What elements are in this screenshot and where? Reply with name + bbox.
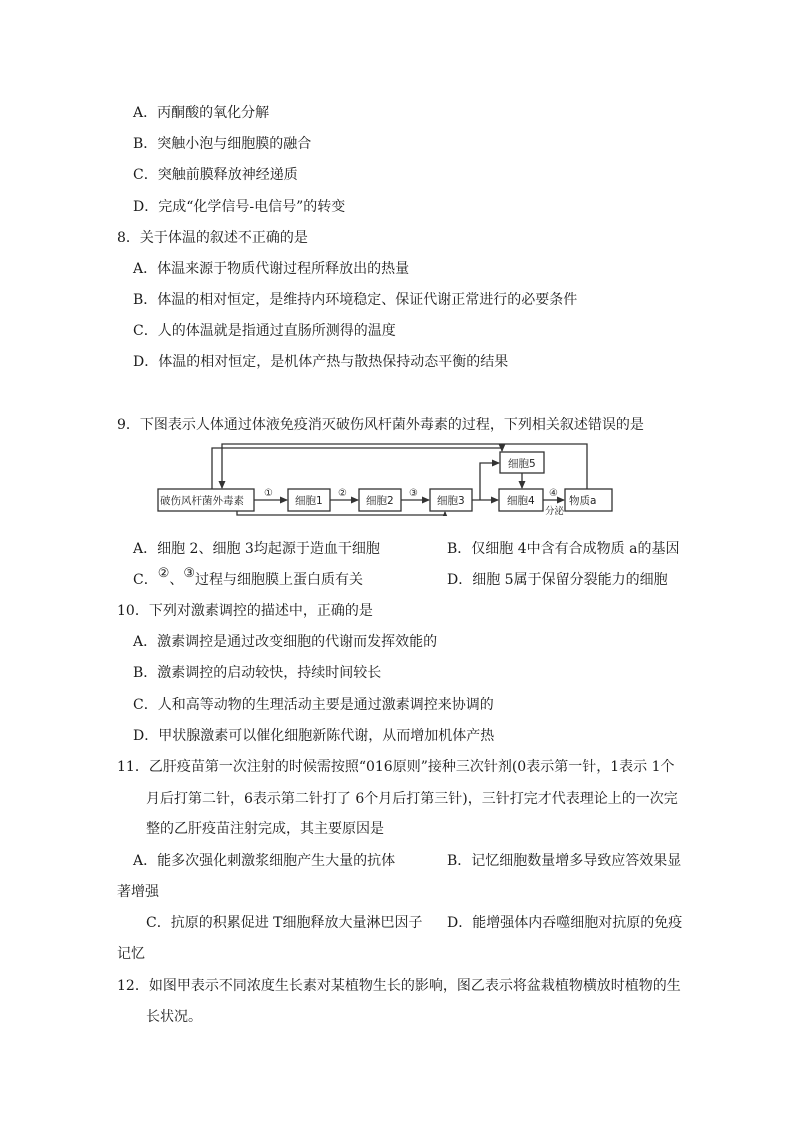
q8-option-a: A．体温来源于物质代谢过程所释放出的热量	[133, 261, 410, 277]
q11-stem-line2: 月后打第二针，6表示第二针打了 6个月后打第三针)，三针打完才代表理论上的一次完	[146, 791, 678, 807]
q11-option-b-cont: 著增强	[117, 884, 159, 900]
q9-option-c-sep: 、	[169, 572, 184, 588]
q9-option-b: B．仅细胞 4中含有合成物质 a的基因	[447, 541, 680, 557]
q8-stem: 8．关于体温的叙述不正确的是	[117, 230, 308, 246]
q8-option-d: D．体温的相对恒定，是机体产热与散热保持动态平衡的结果	[133, 354, 509, 370]
q11-option-d-cont: 记忆	[117, 946, 145, 962]
cell1-label: 细胞1	[295, 495, 323, 507]
cell3-label: 细胞3	[437, 495, 465, 507]
cell4-label: 细胞4	[507, 495, 535, 507]
q7-option-b: B．突触小泡与细胞膜的融合	[133, 136, 312, 152]
q12-stem-line2: 长状况。	[146, 1009, 202, 1025]
q8-option-c: C．人的体温就是指通过直肠所测得的温度	[133, 323, 396, 339]
toxin-label: 破伤风杆菌外毒素	[160, 495, 244, 507]
q10-option-c: C．人和高等动物的生理活动主要是通过激素调控来协调的	[133, 697, 494, 713]
cell5-label: 细胞5	[508, 458, 536, 470]
q7-option-c: C．突触前膜释放神经递质	[133, 167, 298, 183]
q10-option-d: D．甲状腺激素可以催化细胞新陈代谢，从而增加机体产热	[133, 728, 495, 744]
q12-stem-line1: 12．如图甲表示不同浓度生长素对某植物生长的影响，图乙表示将盆栽植物横放时植物的生	[117, 978, 681, 994]
q11-option-b: B．记忆细胞数量增多导致应答效果显	[447, 853, 682, 869]
q9-option-c-circle3: ③	[183, 566, 196, 581]
q9-option-d: D．细胞 5属于保留分裂能力的细胞	[447, 572, 668, 588]
q9-option-a: A．细胞 2、细胞 3均起源于造血干细胞	[133, 541, 380, 557]
q7-option-a: A．丙酮酸的氧化分解	[133, 105, 270, 121]
q11-option-a: A．能多次强化刺激浆细胞产生大量的抗体	[133, 853, 396, 869]
q10-option-b: B．激素调控的启动较快，持续时间较长	[133, 665, 382, 681]
step1-label: ①	[264, 488, 273, 499]
q9-option-c-prefix: C．	[133, 572, 158, 588]
q11-option-c: C．抗原的积累促进 T细胞释放大量淋巴因子	[146, 915, 423, 931]
q11-stem-line3: 整的乙肝疫苗注射完成，其主要原因是	[146, 821, 384, 837]
q9-option-c	[133, 566, 364, 591]
q9-option-c-circle2: ②	[157, 566, 170, 581]
q11-option-d: D．能增强体内吞噬细胞对抗原的免疫	[447, 915, 683, 931]
q7-option-d: D．完成“化学信号-电信号”的转变	[133, 199, 346, 215]
q10-stem: 10．下列对激素调控的描述中，正确的是	[117, 603, 373, 619]
step3-label: ③	[409, 488, 418, 499]
q9-option-c-text: 过程与细胞膜上蛋白质有关	[195, 572, 364, 588]
secrete-label: 分泌	[545, 506, 565, 516]
q11-stem-line1: 11．乙肝疫苗第一次注射的时候需按照“016原则”接种三次针剂(0表示第一针，1表示 1个	[117, 759, 675, 775]
cell2-label: 细胞2	[366, 495, 394, 507]
immune-process-diagram	[157, 442, 617, 516]
step2-label: ②	[338, 488, 347, 499]
step4-label: ④	[549, 488, 558, 499]
q9-stem: 9．下图表示人体通过体液免疫消灭破伤风杆菌外毒素的过程，下列相关叙述错误的是	[117, 417, 644, 433]
q8-option-b: B．体温的相对恒定，是维持内环境稳定、保证代谢正常进行的必要条件	[133, 292, 578, 308]
substance-label: 物质a	[569, 495, 597, 507]
q10-option-a: A．激素调控是通过改变细胞的代谢而发挥效能的	[133, 634, 438, 650]
